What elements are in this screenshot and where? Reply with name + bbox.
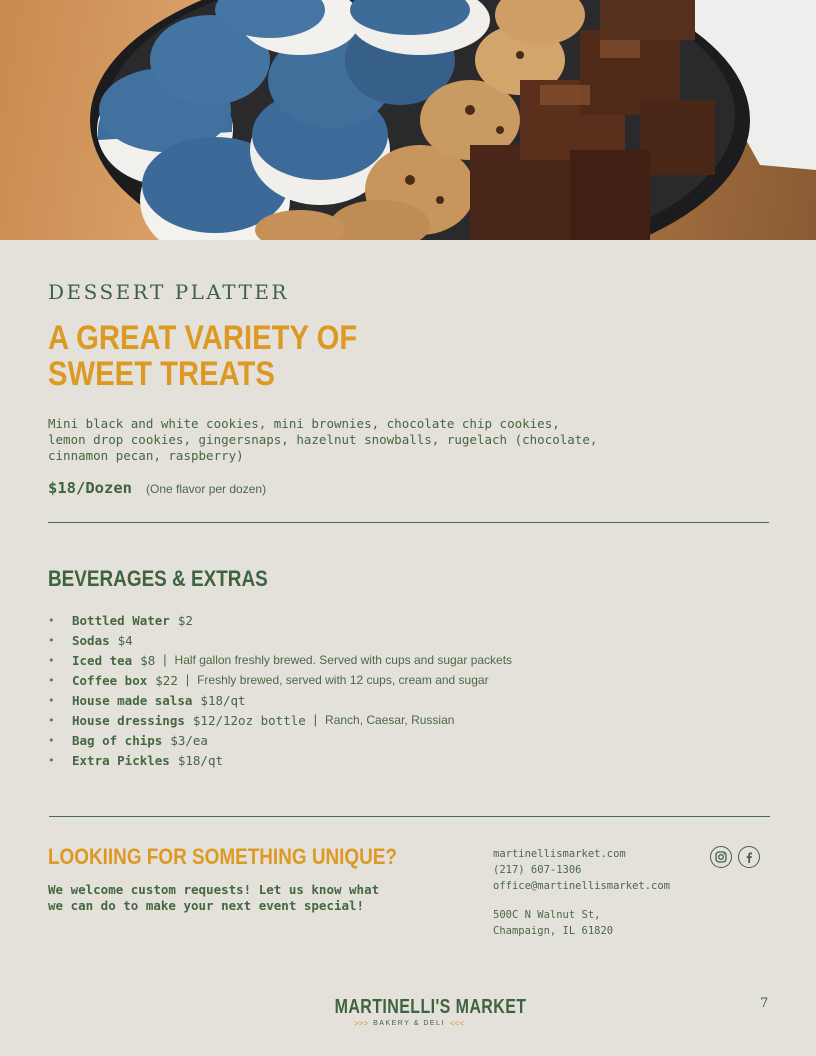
address-line: Champaign, IL 61820 — [493, 925, 614, 937]
unique-text — [48, 882, 379, 914]
bullet-icon: • — [48, 753, 55, 767]
item-name: Coffee box — [72, 672, 148, 688]
hero-photo — [0, 0, 816, 240]
divider — [49, 816, 770, 817]
website-link[interactable]: martinellismarket.com — [493, 848, 626, 860]
description-line: cinnamon pecan, raspberry) — [48, 448, 244, 463]
bullet-icon: • — [48, 653, 55, 667]
bullet-icon: • — [48, 633, 55, 647]
bullet-icon: • — [48, 673, 55, 687]
list-item — [48, 750, 512, 770]
item-price: $2 — [177, 612, 193, 628]
item-price: $18/qt — [200, 692, 246, 708]
address-line: 500C N Walnut St, — [493, 909, 601, 921]
separator: | — [163, 653, 167, 667]
item-name: Bag of chips — [72, 732, 163, 748]
facebook-icon[interactable] — [738, 846, 760, 868]
item-price: $8 — [140, 652, 156, 668]
item-note: Ranch, Caesar, Russian — [325, 713, 455, 727]
description-line: Mini black and white cookies, mini brownies, chocolate chip cookies, — [48, 416, 560, 431]
headline-line: A GREAT VARIETY OF — [48, 319, 358, 357]
section-headline — [48, 320, 375, 392]
phone-number[interactable]: (217) 607-1306 — [493, 864, 582, 876]
headline-line: SWEET TREATS — [48, 355, 275, 393]
divider — [48, 522, 769, 523]
platter-description — [48, 416, 648, 464]
section-eyebrow: DESSERT PLATTER — [48, 280, 289, 304]
list-item — [48, 650, 512, 670]
logo-wordmark: MARTINELLI'S MARKET — [334, 996, 527, 1018]
instagram-icon[interactable] — [710, 846, 732, 868]
list-item — [48, 630, 512, 650]
beverages-title: BEVERAGES & EXTRAS — [48, 566, 268, 591]
bullet-icon: • — [48, 693, 55, 707]
list-item — [48, 670, 512, 690]
platter-price: $18/Dozen — [48, 479, 132, 497]
item-price: $3/ea — [170, 732, 208, 748]
logo-subtitle: BAKERY & DELI — [373, 1020, 445, 1027]
list-item — [48, 690, 512, 710]
chevron-right-icon: <<< — [449, 1019, 464, 1028]
item-price: $4 — [117, 632, 133, 648]
social-links — [710, 846, 760, 868]
item-price: $22 — [155, 672, 178, 688]
separator: | — [185, 673, 190, 687]
address — [493, 907, 613, 939]
bullet-icon: • — [48, 613, 55, 627]
beverages-list — [48, 610, 512, 770]
email-link[interactable]: office@martinellismarket.com — [493, 880, 671, 892]
brand-logo — [316, 996, 527, 1028]
description-line: lemon drop cookies, gingersnaps, hazelnut snowballs, rugelach (chocolate, — [48, 432, 598, 447]
item-note: Freshly brewed, served with 12 cups, cream and sugar — [197, 673, 489, 687]
unique-line: We welcome custom requests! Let us know what — [48, 882, 380, 897]
contact-info — [493, 846, 670, 894]
item-name: Iced tea — [72, 652, 133, 668]
list-item — [48, 730, 512, 750]
list-item — [48, 710, 512, 730]
item-price: $18/qt — [177, 752, 223, 768]
unique-line: we can do to make your next event special! — [48, 898, 365, 913]
bullet-icon: • — [48, 713, 55, 727]
unique-title: LOOKIING FOR SOMETHING UNIQUE? — [48, 844, 397, 869]
item-name: House dressings — [72, 712, 185, 728]
item-name: House made salsa — [72, 692, 193, 708]
logo-tagline — [316, 1019, 502, 1028]
platter-price-note: (One flavor per dozen) — [146, 482, 267, 496]
separator: | — [313, 713, 318, 727]
dessert-platter-image — [0, 0, 816, 240]
chevron-left-icon: >>> — [354, 1019, 369, 1028]
item-name: Bottled Water — [72, 612, 170, 628]
item-note: Half gallon freshly brewed. Served with cups and sugar packets — [174, 653, 513, 667]
item-price: $12/12oz bottle — [192, 712, 306, 728]
platter-price-row — [48, 479, 266, 497]
item-name: Sodas — [72, 632, 110, 648]
page-number: 7 — [760, 996, 769, 1011]
list-item — [48, 610, 512, 630]
item-name: Extra Pickles — [72, 752, 170, 768]
bullet-icon: • — [48, 733, 55, 747]
